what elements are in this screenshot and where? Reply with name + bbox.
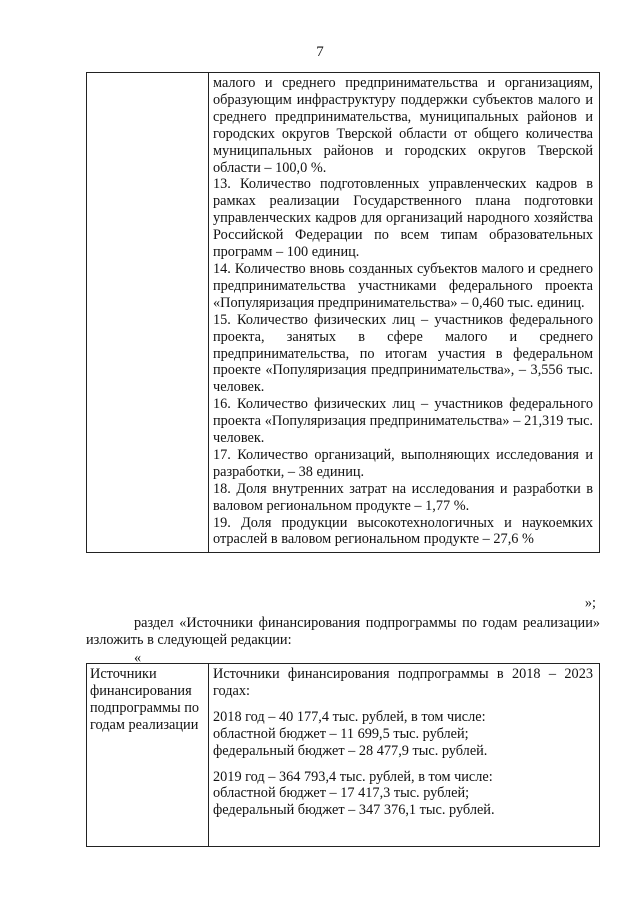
funding-left-label: Источники финансирования подпрограммы по годам реализации [90,666,200,733]
goal-item-18: 18. Доля внутренних затрат на исследования и разработки в валовом региональном продукте – 1,77 %. [213,480,593,514]
goal-item-13: 13. Количество подготовленных управленческих кадров в рамках реализации Государственного плана подготовки управленческих кадров для организаций народного хозяйства Российской Федерации по всем типам образовательных программ – 100 единиц. [213,176,593,261]
funding-2018-regional: областной бюджет – 11 699,5 тыс. рублей; [213,725,469,742]
goal-item-17: 17. Количество организаций, выполняющих исследования и разработки, – 38 единиц. [213,446,593,480]
funding-table-right-cell [209,664,600,847]
goal-item-14: 14. Количество вновь созданных субъектов малого и среднего предпринимательства участниками федерального проекта «Популяризация предпринимательства» – 0,460 тыс. единиц. [213,260,593,311]
goal-item-16: 16. Количество физических лиц – участников федерального проекта «Популяризация предпринимательства» – 21,319 тыс. человек. [213,396,593,447]
funding-2018-total: 2018 год – 40 177,4 тыс. рублей, в том числе: [213,708,486,725]
funding-2019-regional: областной бюджет – 17 417,3 тыс. рублей; [213,785,470,802]
opening-quote: « [134,650,142,666]
closing-quote: »; [584,595,596,611]
funding-2019-federal: федеральный бюджет – 347 376,1 тыс. рублей. [213,802,495,819]
funding-intro: Источники финансирования подпрограммы в 2018 – 2023 годах: [213,666,593,699]
goals-table-left-cell [87,73,209,553]
goal-item-12-continuation: малого и среднего предпринимательства и организациям, образующим инфраструктуру поддержки субъектов малого и среднего предпринимательства, муниципальных районов и городских округов Тверской области от общего количества муниципальных районов и городских округов Тверской области – 100,0 %. [213,75,593,176]
funding-table [86,663,600,847]
goal-item-15: 15. Количество физических лиц – участников федерального проекта, занятых в сфере малого и среднего предпринимательства, по итогам участия в федеральном проекте «Популяризация предпринимательства», – 3,556 тыс. человек. [213,311,593,396]
goal-item-19: 19. Доля продукции высокотехнологичных и наукоемких отраслей в валовом региональном продукте – 27,6 % [213,514,593,548]
section-instruction: раздел «Источники финансирования подпрограммы по годам реализации» изложить в следующей редакции: [86,615,600,648]
page-number: 7 [316,44,324,60]
goals-table-right-cell [209,73,600,553]
goals-table [86,72,600,553]
funding-2018-federal: федеральный бюджет – 28 477,9 тыс. рублей. [213,742,488,759]
funding-table-left-cell [87,664,209,847]
funding-2019-total: 2019 год – 364 793,4 тыс. рублей, в том числе: [213,768,493,785]
